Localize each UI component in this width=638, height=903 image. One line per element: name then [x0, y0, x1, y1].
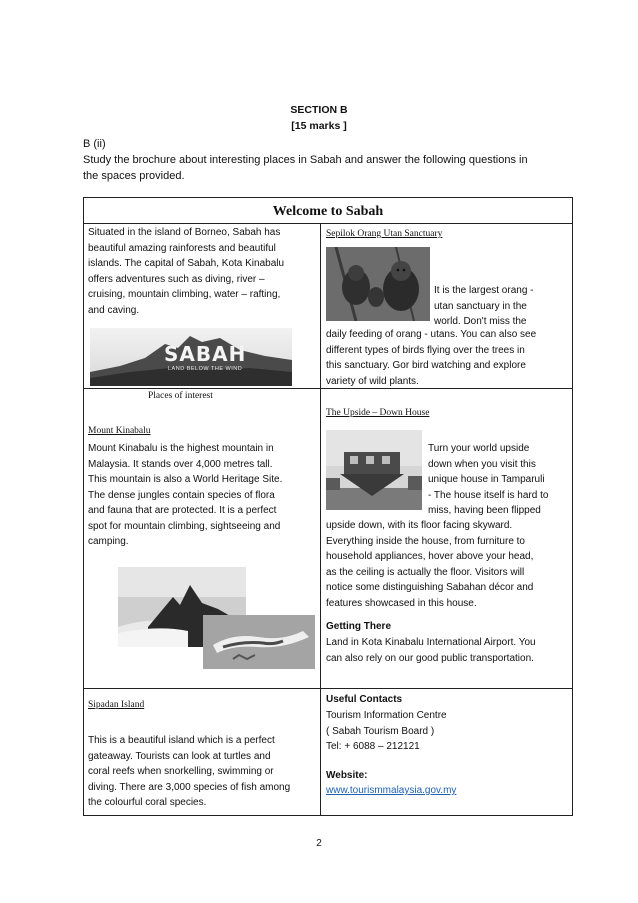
table-top-border — [83, 197, 573, 198]
kinabalu-text: Mount Kinabalu is the highest mountain in Malaysia. It stands over 4,000 metres tall. This mountain is also a World Heritage Site. The dense jungles contain species of flora and fauna that are protected. It is a perfect spot for mountain climbing, sightseeing and camping. — [88, 443, 283, 547]
upside-down-side-text: Turn your world upside down when you visit this unique house in Tamparuli - The house itself is hard to miss, having been flipped — [428, 443, 549, 516]
banner-subtitle: LAND BELOW THE WIND — [168, 366, 243, 372]
banner-title: SABAH — [164, 342, 247, 366]
sepilok-text: daily feeding of orang - utans. You can also see different types of birds flying over the trees in this sanctuary. Gor bird watching and explore variety of wild plants. — [326, 329, 537, 387]
question-number: B (ii) — [83, 138, 106, 150]
places-heading: Places of interest — [148, 391, 213, 401]
upside-down-house-image — [326, 430, 422, 510]
table-column-divider — [320, 223, 321, 816]
island-aerial-image — [203, 615, 315, 669]
marks-label: [15 marks ] — [291, 120, 347, 132]
table-left-border — [83, 197, 84, 816]
brochure-title: Welcome to Sabah — [272, 204, 384, 219]
intro-text: Situated in the island of Borneo, Sabah has beautiful amazing rainforests and beautiful islands. The capital of Sabah, Kota Kinabalu offers adventures such as diving, river – cruising, mountain climbing, water – rafting, and caving. — [88, 227, 285, 316]
getting-there-heading: Getting There — [326, 621, 392, 632]
sepilok-side-text: It is the largest orang - utan sanctuary in the world. Don't miss the — [434, 285, 534, 327]
kinabalu-heading: Mount Kinabalu — [88, 426, 151, 436]
table-right-border — [572, 197, 573, 816]
upside-down-text: upside down, with its floor facing skyward. Everything inside the house, from furniture to household appliances, hover above your head, as the ceiling is actually the floor. Visitors will notice some distinguishing Sabahan décor and features showcased in this house. — [326, 520, 534, 609]
website-link[interactable]: www.tourismmalaysia.gov.my — [326, 785, 457, 796]
contacts-heading: Useful Contacts — [326, 694, 403, 705]
upside-down-heading: The Upside – Down House — [326, 408, 430, 418]
table-bottom-border — [83, 815, 573, 816]
section-heading: SECTION B — [290, 104, 348, 116]
sabah-banner-image — [90, 328, 292, 386]
orangutan-image — [326, 247, 430, 321]
sipadan-text: This is a beautiful island which is a perfect gateaway. Tourists can look at turtles and coral reefs when snorkelling, swimming or diving. There are 3,000 species of fish among the colourful coral species. — [88, 735, 291, 808]
website-label: Website: — [326, 770, 368, 781]
getting-there-text: Land in Kota Kinabalu International Airport. You can also rely on our good public transportation. — [326, 637, 536, 664]
table-row-border — [83, 688, 573, 689]
table-row-border — [83, 223, 573, 224]
sipadan-heading: Sipadan Island — [88, 700, 145, 710]
instruction-line-2: the spaces provided. — [83, 170, 185, 182]
contacts-text: Tourism Information Centre ( Sabah Tourism Board ) Tel: + 6088 – 212121 — [326, 710, 447, 752]
instruction-line-1: Study the brochure about interesting places in Sabah and answer the following questions in — [83, 154, 528, 166]
sepilok-heading: Sepilok Orang Utan Sanctuary — [326, 229, 443, 239]
page-number: 2 — [316, 838, 322, 849]
